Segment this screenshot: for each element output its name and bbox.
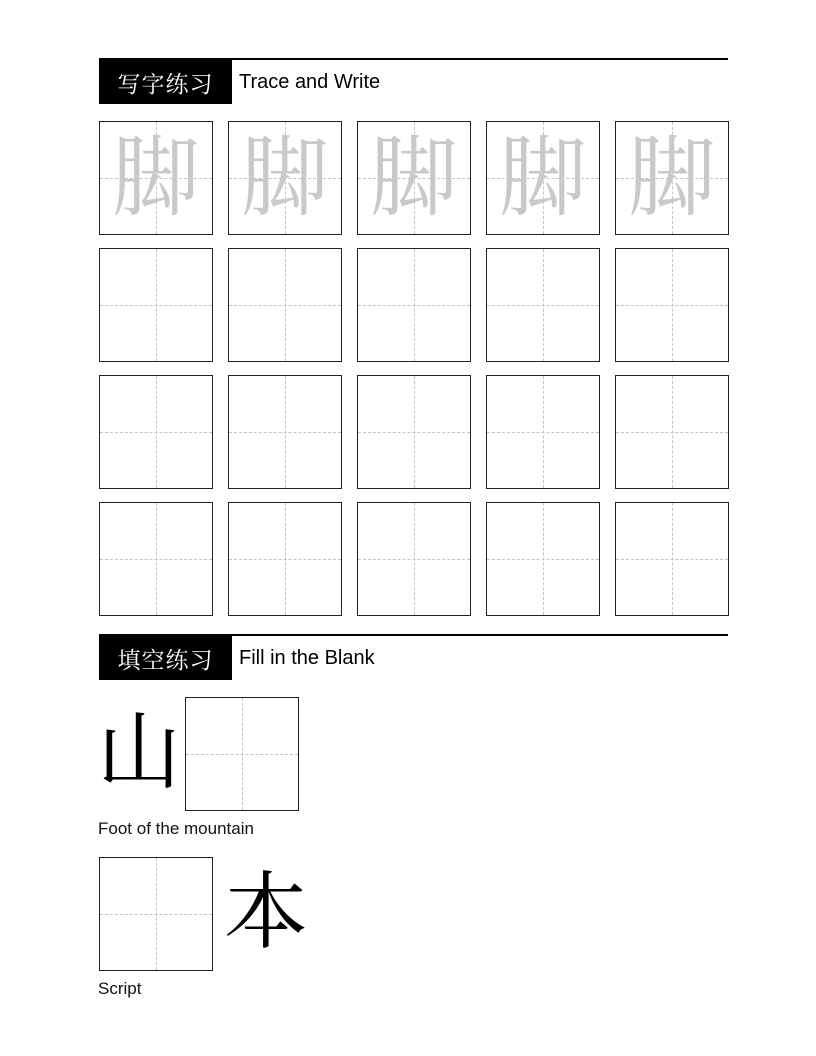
item-caption: Script (98, 979, 142, 998)
item-caption: Foot of the mountain (98, 819, 254, 838)
trace-section-tag: 写字练习 (99, 60, 232, 104)
answer-blank-box[interactable] (185, 697, 299, 811)
trace-cell[interactable] (228, 121, 342, 235)
practice-grid (99, 121, 729, 616)
writing-cell[interactable] (99, 502, 213, 616)
writing-cell[interactable] (486, 375, 600, 489)
trace-character: 脚 (240, 126, 329, 229)
trace-character: 脚 (627, 126, 716, 229)
writing-cell[interactable] (357, 502, 471, 616)
fill-section-tag: 填空练习 (99, 636, 232, 680)
writing-cell[interactable] (228, 248, 342, 362)
trace-cell[interactable] (99, 121, 213, 235)
fill-section-label: Fill in the Blank (239, 646, 375, 669)
trace-cell[interactable] (357, 121, 471, 235)
trace-character: 脚 (369, 126, 458, 229)
trace-character: 脚 (498, 126, 587, 229)
fill-section-header (99, 634, 728, 680)
answer-blank-box[interactable] (99, 857, 213, 971)
writing-cell[interactable] (357, 248, 471, 362)
trace-section-header (99, 58, 728, 104)
writing-cell[interactable] (357, 375, 471, 489)
trace-section-label: Trace and Write (239, 70, 381, 93)
writing-cell[interactable] (228, 375, 342, 489)
writing-cell[interactable] (99, 375, 213, 489)
writing-cell[interactable] (228, 502, 342, 616)
writing-cell[interactable] (486, 502, 600, 616)
writing-cell[interactable] (615, 248, 729, 362)
writing-cell[interactable] (486, 248, 600, 362)
writing-cell[interactable] (615, 375, 729, 489)
writing-cell[interactable] (615, 502, 729, 616)
given-character: 山 (97, 703, 182, 801)
trace-cell[interactable] (615, 121, 729, 235)
given-character: 本 (224, 863, 309, 961)
trace-cell[interactable] (486, 121, 600, 235)
trace-character: 脚 (111, 126, 200, 229)
writing-cell[interactable] (99, 248, 213, 362)
